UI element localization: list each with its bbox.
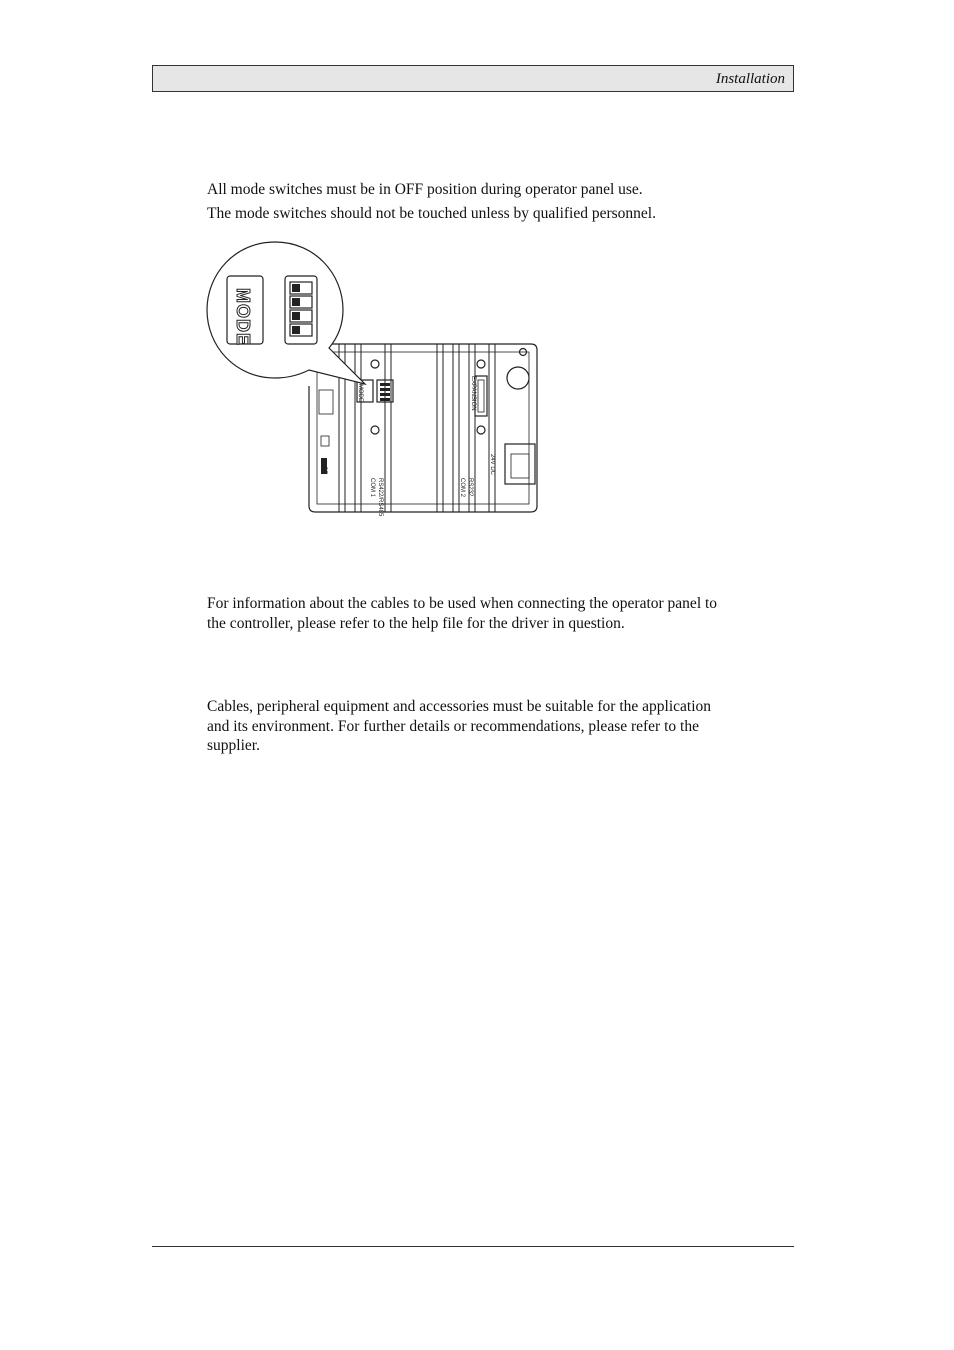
- mode-switch-line-2: The mode switches should not be touched unless by qualified personnel.: [207, 204, 656, 222]
- equipment-line-3: supplier.: [207, 737, 260, 754]
- mode-switch-paragraph: [207, 180, 767, 223]
- power-label: 24V DC: [489, 454, 495, 476]
- expansion-label: EXPANSION: [470, 376, 476, 411]
- callout-mode-label: MODE: [233, 288, 253, 346]
- com1-sub-label: RS422/RS485: [377, 478, 383, 517]
- com2-label: COM 2: [459, 478, 465, 498]
- cf-slot: [319, 390, 333, 414]
- equipment-line-1: Cables, peripheral equipment and accessories must be suitable for the application: [207, 698, 712, 715]
- mode-switch-line-1: All mode switches must be in OFF position during operator panel use.: [207, 181, 643, 198]
- equipment-paragraph: [207, 697, 767, 756]
- com2-sub-label: RS232: [467, 478, 473, 497]
- mode-callout-bubble: [207, 242, 365, 384]
- footer-rule: [152, 1246, 794, 1247]
- ground-terminal: [507, 367, 529, 389]
- page-header: [152, 65, 794, 92]
- cf-label: CF: [321, 466, 327, 474]
- cables-paragraph: [207, 594, 767, 633]
- operator-panel-rear-figure: [205, 240, 545, 525]
- com1-label: COM 1: [369, 478, 375, 498]
- panel-screw-holes: [371, 349, 527, 435]
- cables-line-2: the controller, please refer to the help file for the driver in question.: [207, 614, 625, 632]
- cables-line-1: For information about the cables to be used when connecting the operator panel to: [207, 595, 718, 612]
- equipment-line-2: and its environment. For further details or recommendations, please refer to the: [207, 717, 699, 735]
- panel-mode-label: MODE: [357, 384, 363, 402]
- panel-rear-drawing: [205, 240, 545, 520]
- header-title: Installation: [715, 71, 785, 87]
